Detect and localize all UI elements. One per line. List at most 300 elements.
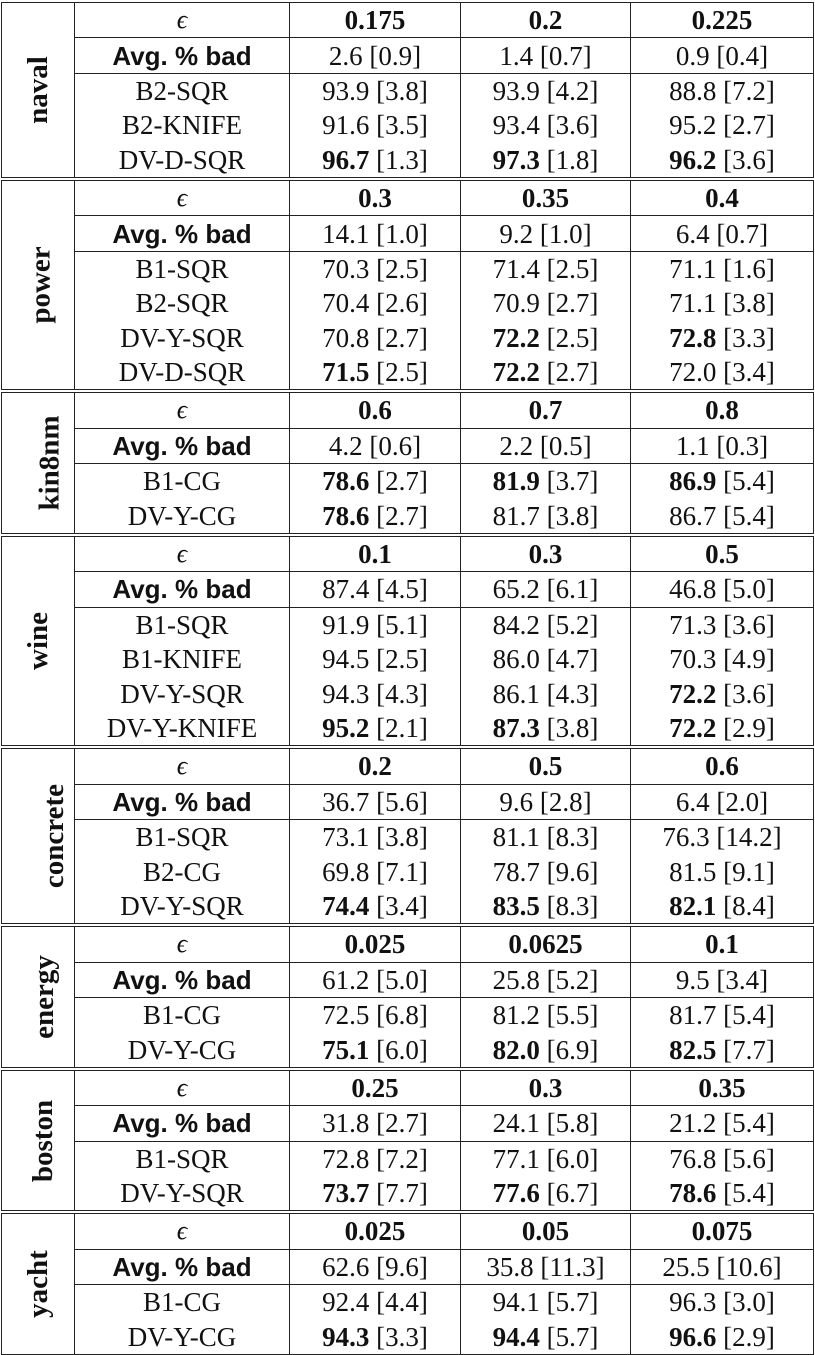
method-name: B1-SQR xyxy=(75,251,290,286)
method-row xyxy=(2,854,814,888)
coverage-value-best: 72.2 xyxy=(492,357,540,388)
coverage-std: [5.7] xyxy=(546,1287,599,1318)
coverage-value: 86.7 xyxy=(669,500,717,531)
dataset-name: wine xyxy=(22,612,54,671)
coverage-std: [2.7] xyxy=(376,500,428,531)
method-row xyxy=(2,321,814,355)
epsilon-value: 0.2 xyxy=(461,3,631,38)
epsilon-value: 0.0625 xyxy=(461,925,631,962)
coverage-std: [1.3] xyxy=(376,144,428,175)
coverage-std: [3.6] xyxy=(723,144,775,175)
coverage-std: [4.4] xyxy=(376,1287,428,1318)
epsilon-value: 0.025 xyxy=(290,925,461,962)
coverage-value-best: 78.6 xyxy=(322,500,370,531)
coverage-value: 81.7 xyxy=(492,500,540,531)
method-name: B2-SQR xyxy=(75,286,290,320)
coverage-value-best: 71.5 xyxy=(322,357,370,388)
method-name: DV-Y-SQR xyxy=(75,889,290,925)
epsilon-value: 0.075 xyxy=(631,1212,814,1249)
method-name: B1-SQR xyxy=(75,1141,290,1176)
avg-bad-value: 1.4 [0.7] xyxy=(461,38,631,73)
dataset-name: boston xyxy=(27,1099,60,1182)
coverage-cell xyxy=(290,464,461,499)
coverage-value: 81.2 xyxy=(492,1000,540,1031)
method-name: DV-Y-CG xyxy=(75,1319,290,1354)
coverage-std: [3.7] xyxy=(546,466,599,497)
coverage-cell xyxy=(631,355,814,391)
coverage-value-best: 77.6 xyxy=(492,1178,540,1209)
method-name: B1-SQR xyxy=(75,607,290,642)
avg-bad-value: 65.2 [6.1] xyxy=(461,572,631,607)
method-row xyxy=(2,355,814,391)
coverage-cell xyxy=(631,1032,814,1068)
coverage-cell xyxy=(631,251,814,286)
coverage-std: [4.3] xyxy=(546,678,599,709)
coverage-cell xyxy=(461,642,631,676)
epsilon-symbol: ϵ xyxy=(75,1069,290,1106)
epsilon-value: 0.7 xyxy=(461,391,631,428)
dataset-name: naval xyxy=(22,56,54,124)
coverage-cell xyxy=(631,819,814,854)
method-row xyxy=(2,1285,814,1320)
avg-bad-value: 9.2 [1.0] xyxy=(461,216,631,251)
coverage-value: 81.5 xyxy=(669,856,717,887)
epsilon-row xyxy=(2,1069,814,1106)
epsilon-symbol: ϵ xyxy=(75,925,290,962)
coverage-std: [1.8] xyxy=(546,144,599,175)
method-row xyxy=(2,1176,814,1212)
coverage-std: [4.2] xyxy=(546,75,599,106)
avg-bad-value: 0.9 [0.4] xyxy=(631,38,814,73)
coverage-std: [3.0] xyxy=(723,1287,775,1318)
avg-bad-value: 24.1 [5.8] xyxy=(461,1106,631,1141)
coverage-cell xyxy=(631,1176,814,1212)
coverage-value-best: 78.6 xyxy=(322,466,370,497)
coverage-value: 76.3 xyxy=(662,822,710,853)
coverage-std: [5.4] xyxy=(723,1178,775,1209)
coverage-std: [4.3] xyxy=(376,678,428,709)
dataset-label-cell xyxy=(2,747,75,925)
coverage-value-best: 96.6 xyxy=(669,1321,717,1352)
coverage-cell xyxy=(290,286,461,320)
coverage-cell xyxy=(631,498,814,534)
coverage-value-best: 94.3 xyxy=(322,1321,370,1352)
epsilon-row xyxy=(2,3,814,38)
coverage-std: [8.3] xyxy=(546,890,599,921)
avg-bad-label: Avg. % bad xyxy=(75,428,290,463)
coverage-std: [5.1] xyxy=(376,609,428,640)
avg-bad-row xyxy=(2,572,814,607)
results-table xyxy=(1,2,814,1355)
coverage-value: 91.6 xyxy=(322,110,370,141)
epsilon-value: 0.3 xyxy=(461,1069,631,1106)
coverage-cell xyxy=(631,676,814,710)
coverage-std: [1.6] xyxy=(723,253,775,284)
epsilon-symbol: ϵ xyxy=(75,391,290,428)
coverage-value: 72.5 xyxy=(322,1000,370,1031)
coverage-value: 71.1 xyxy=(669,253,717,284)
avg-bad-row xyxy=(2,962,814,997)
coverage-cell xyxy=(290,642,461,676)
coverage-std: [6.0] xyxy=(546,1143,599,1174)
epsilon-value: 0.5 xyxy=(631,535,814,572)
coverage-value-best: 72.2 xyxy=(492,322,540,353)
coverage-std: [7.2] xyxy=(723,75,775,106)
coverage-value-best: 75.1 xyxy=(322,1034,370,1065)
method-row xyxy=(2,73,814,108)
coverage-std: [2.9] xyxy=(723,1321,775,1352)
coverage-std: [4.9] xyxy=(723,644,775,675)
method-name: DV-Y-SQR xyxy=(75,676,290,710)
coverage-std: [7.1] xyxy=(376,856,428,887)
results-table-body xyxy=(2,3,814,1355)
coverage-std: [3.8] xyxy=(723,288,775,319)
avg-bad-value: 62.6 [9.6] xyxy=(290,1249,461,1284)
coverage-std: [2.9] xyxy=(723,713,775,743)
coverage-cell xyxy=(290,1319,461,1354)
coverage-cell xyxy=(631,286,814,320)
epsilon-value: 0.3 xyxy=(290,179,461,216)
coverage-cell xyxy=(631,997,814,1032)
epsilon-value: 0.4 xyxy=(631,179,814,216)
method-name: B2-SQR xyxy=(75,73,290,108)
coverage-std: [2.1] xyxy=(376,713,428,743)
dataset-label-cell xyxy=(2,3,75,179)
method-row xyxy=(2,607,814,642)
coverage-std: [5.5] xyxy=(546,1000,599,1031)
coverage-value: 69.8 xyxy=(322,856,370,887)
coverage-cell xyxy=(290,73,461,108)
epsilon-symbol: ϵ xyxy=(75,1212,290,1249)
coverage-std: [4.7] xyxy=(546,644,599,675)
avg-bad-value: 21.2 [5.4] xyxy=(631,1106,814,1141)
epsilon-value: 0.6 xyxy=(290,391,461,428)
method-name: B2-CG xyxy=(75,854,290,888)
method-row xyxy=(2,108,814,142)
coverage-std: [6.8] xyxy=(376,1000,428,1031)
coverage-value-best: 83.5 xyxy=(492,890,540,921)
avg-bad-value: 35.8 [11.3] xyxy=(461,1249,631,1284)
coverage-value: 71.4 xyxy=(492,253,540,284)
coverage-value: 81.1 xyxy=(492,822,540,853)
avg-bad-label: Avg. % bad xyxy=(75,784,290,819)
coverage-value: 81.7 xyxy=(669,1000,717,1031)
method-row xyxy=(2,1032,814,1068)
avg-bad-value: 31.8 [2.7] xyxy=(290,1106,461,1141)
method-name: B1-CG xyxy=(75,1285,290,1320)
coverage-value: 72.8 xyxy=(322,1143,370,1174)
coverage-cell xyxy=(631,464,814,499)
coverage-std: [14.2] xyxy=(716,822,782,853)
coverage-cell xyxy=(461,1032,631,1068)
epsilon-symbol: ϵ xyxy=(75,747,290,784)
avg-bad-label: Avg. % bad xyxy=(75,38,290,73)
epsilon-row xyxy=(2,179,814,216)
method-row xyxy=(2,676,814,710)
coverage-cell xyxy=(290,498,461,534)
coverage-cell xyxy=(461,854,631,888)
avg-bad-value: 61.2 [5.0] xyxy=(290,962,461,997)
coverage-value-best: 97.3 xyxy=(492,144,540,175)
avg-bad-value: 87.4 [4.5] xyxy=(290,572,461,607)
method-name: B2-KNIFE xyxy=(75,108,290,142)
coverage-std: [3.6] xyxy=(546,110,599,141)
avg-bad-value: 6.4 [0.7] xyxy=(631,216,814,251)
coverage-cell xyxy=(461,711,631,747)
method-row xyxy=(2,1141,814,1176)
dataset-name: power xyxy=(24,246,57,324)
coverage-cell xyxy=(461,1176,631,1212)
coverage-std: [8.3] xyxy=(546,822,599,853)
coverage-value: 71.3 xyxy=(669,609,717,640)
coverage-value-best: 72.8 xyxy=(669,322,717,353)
avg-bad-row xyxy=(2,38,814,73)
coverage-std: [2.6] xyxy=(376,288,428,319)
coverage-value: 72.0 xyxy=(669,357,717,388)
epsilon-value: 0.175 xyxy=(290,3,461,38)
epsilon-value: 0.025 xyxy=(290,1212,461,1249)
coverage-cell xyxy=(290,108,461,142)
epsilon-value: 0.5 xyxy=(461,747,631,784)
coverage-value-best: 94.4 xyxy=(492,1321,540,1352)
method-row xyxy=(2,642,814,676)
method-row xyxy=(2,464,814,499)
coverage-cell xyxy=(631,73,814,108)
coverage-cell xyxy=(461,676,631,710)
coverage-std: [5.7] xyxy=(546,1321,599,1352)
coverage-std: [9.6] xyxy=(546,856,599,887)
coverage-cell xyxy=(461,1141,631,1176)
coverage-cell xyxy=(461,143,631,179)
dataset-name: kin8nm xyxy=(33,415,66,511)
dataset-name: concrete xyxy=(38,784,71,889)
coverage-std: [2.5] xyxy=(376,357,428,388)
coverage-value-best: 74.4 xyxy=(322,890,370,921)
coverage-cell xyxy=(461,819,631,854)
coverage-value: 86.1 xyxy=(492,678,540,709)
coverage-std: [6.9] xyxy=(546,1034,599,1065)
coverage-value: 93.4 xyxy=(492,110,540,141)
coverage-cell xyxy=(631,143,814,179)
coverage-value: 94.3 xyxy=(322,678,370,709)
coverage-cell xyxy=(290,355,461,391)
dataset-label-cell xyxy=(2,1069,75,1213)
coverage-cell xyxy=(461,464,631,499)
epsilon-value: 0.2 xyxy=(290,747,461,784)
coverage-value: 93.9 xyxy=(322,75,370,106)
coverage-value-best: 82.0 xyxy=(492,1034,540,1065)
avg-bad-label: Avg. % bad xyxy=(75,1249,290,1284)
avg-bad-row xyxy=(2,784,814,819)
coverage-std: [3.3] xyxy=(376,1321,428,1352)
coverage-value: 94.5 xyxy=(322,644,370,675)
coverage-cell xyxy=(461,321,631,355)
method-name: DV-Y-SQR xyxy=(75,321,290,355)
epsilon-value: 0.1 xyxy=(290,535,461,572)
coverage-cell xyxy=(631,607,814,642)
coverage-cell xyxy=(461,286,631,320)
method-name: DV-Y-KNIFE xyxy=(75,711,290,747)
avg-bad-label: Avg. % bad xyxy=(75,572,290,607)
coverage-value-best: 82.5 xyxy=(669,1034,717,1065)
coverage-cell xyxy=(631,854,814,888)
coverage-value: 94.1 xyxy=(492,1287,540,1318)
coverage-std: [2.5] xyxy=(546,253,599,284)
avg-bad-label: Avg. % bad xyxy=(75,1106,290,1141)
coverage-std: [3.8] xyxy=(546,713,599,743)
avg-bad-value: 1.1 [0.3] xyxy=(631,428,814,463)
epsilon-value: 0.6 xyxy=(631,747,814,784)
avg-bad-value: 36.7 [5.6] xyxy=(290,784,461,819)
coverage-value: 96.3 xyxy=(669,1287,717,1318)
coverage-value-best: 73.7 xyxy=(322,1178,370,1209)
method-name: DV-Y-CG xyxy=(75,498,290,534)
dataset-name: yacht xyxy=(21,1250,54,1318)
method-row xyxy=(2,711,814,747)
epsilon-value: 0.35 xyxy=(631,1069,814,1106)
coverage-cell xyxy=(631,1285,814,1320)
method-name: B1-KNIFE xyxy=(75,642,290,676)
coverage-cell xyxy=(290,711,461,747)
coverage-cell xyxy=(290,1032,461,1068)
coverage-value: 70.9 xyxy=(492,288,540,319)
method-row xyxy=(2,143,814,179)
dataset-label-cell xyxy=(2,391,75,535)
coverage-std: [5.2] xyxy=(546,609,599,640)
coverage-std: [2.7] xyxy=(546,357,599,388)
coverage-value-best: 72.2 xyxy=(669,678,717,709)
coverage-std: [3.8] xyxy=(376,75,428,106)
coverage-std: [5.4] xyxy=(723,1000,775,1031)
coverage-std: [2.5] xyxy=(546,322,599,353)
coverage-value: 73.1 xyxy=(322,822,370,853)
coverage-std: [7.7] xyxy=(723,1034,775,1065)
coverage-std: [3.6] xyxy=(723,678,775,709)
method-row xyxy=(2,251,814,286)
epsilon-row xyxy=(2,391,814,428)
method-name: DV-D-SQR xyxy=(75,355,290,391)
coverage-std: [8.4] xyxy=(723,890,775,921)
coverage-std: [2.5] xyxy=(376,253,428,284)
coverage-value: 71.1 xyxy=(669,288,717,319)
coverage-cell xyxy=(290,143,461,179)
avg-bad-value: 46.8 [5.0] xyxy=(631,572,814,607)
avg-bad-value: 9.5 [3.4] xyxy=(631,962,814,997)
coverage-std: [2.7] xyxy=(546,288,599,319)
coverage-std: [6.7] xyxy=(546,1178,599,1209)
coverage-cell xyxy=(631,321,814,355)
coverage-std: [3.5] xyxy=(376,110,428,141)
coverage-value: 70.8 xyxy=(322,322,370,353)
coverage-value-best: 96.7 xyxy=(322,144,370,175)
coverage-value: 88.8 xyxy=(669,75,717,106)
avg-bad-label: Avg. % bad xyxy=(75,216,290,251)
coverage-std: [3.6] xyxy=(723,609,775,640)
coverage-cell xyxy=(290,251,461,286)
avg-bad-row xyxy=(2,428,814,463)
epsilon-value: 0.1 xyxy=(631,925,814,962)
coverage-cell xyxy=(290,676,461,710)
avg-bad-value: 2.6 [0.9] xyxy=(290,38,461,73)
coverage-cell xyxy=(461,498,631,534)
coverage-cell xyxy=(461,108,631,142)
coverage-cell xyxy=(290,1141,461,1176)
coverage-cell xyxy=(290,607,461,642)
coverage-std: [6.0] xyxy=(376,1034,428,1065)
coverage-std: [5.6] xyxy=(723,1143,775,1174)
coverage-cell xyxy=(631,1141,814,1176)
coverage-value-best: 72.2 xyxy=(669,713,717,743)
avg-bad-value: 14.1 [1.0] xyxy=(290,216,461,251)
avg-bad-value: 25.5 [10.6] xyxy=(631,1249,814,1284)
avg-bad-row xyxy=(2,1249,814,1284)
epsilon-symbol: ϵ xyxy=(75,535,290,572)
coverage-value: 86.0 xyxy=(492,644,540,675)
coverage-std: [3.4] xyxy=(723,357,775,388)
coverage-std: [3.4] xyxy=(376,890,428,921)
method-name: DV-Y-SQR xyxy=(75,1176,290,1212)
method-row xyxy=(2,1319,814,1354)
coverage-std: [2.7] xyxy=(723,110,775,141)
coverage-cell xyxy=(461,73,631,108)
epsilon-row xyxy=(2,1212,814,1249)
coverage-cell xyxy=(290,819,461,854)
coverage-cell xyxy=(631,889,814,925)
coverage-cell xyxy=(461,889,631,925)
dataset-label-cell xyxy=(2,925,75,1069)
coverage-value-best: 95.2 xyxy=(322,713,370,743)
method-name: B1-CG xyxy=(75,997,290,1032)
dataset-label-cell xyxy=(2,535,75,747)
method-name: DV-Y-CG xyxy=(75,1032,290,1068)
coverage-cell xyxy=(631,711,814,747)
coverage-value: 93.9 xyxy=(492,75,540,106)
coverage-std: [3.8] xyxy=(546,500,599,531)
coverage-value-best: 81.9 xyxy=(492,466,540,497)
coverage-std: [7.7] xyxy=(376,1178,428,1209)
epsilon-row xyxy=(2,535,814,572)
coverage-cell xyxy=(461,1319,631,1354)
epsilon-value: 0.8 xyxy=(631,391,814,428)
method-row xyxy=(2,997,814,1032)
coverage-value-best: 86.9 xyxy=(669,466,717,497)
method-name: B1-CG xyxy=(75,464,290,499)
coverage-std: [5.4] xyxy=(723,466,775,497)
epsilon-row xyxy=(2,925,814,962)
method-name: DV-D-SQR xyxy=(75,143,290,179)
avg-bad-row xyxy=(2,1106,814,1141)
coverage-cell xyxy=(631,108,814,142)
coverage-std: [2.5] xyxy=(376,644,428,675)
avg-bad-value: 6.4 [2.0] xyxy=(631,784,814,819)
coverage-std: [3.3] xyxy=(723,322,775,353)
coverage-std: [2.7] xyxy=(376,322,428,353)
avg-bad-value: 4.2 [0.6] xyxy=(290,428,461,463)
method-row xyxy=(2,498,814,534)
dataset-label-cell xyxy=(2,179,75,391)
dataset-label-cell xyxy=(2,1212,75,1354)
coverage-std: [5.4] xyxy=(723,500,775,531)
coverage-value-best: 78.6 xyxy=(669,1178,717,1209)
coverage-value: 76.8 xyxy=(669,1143,717,1174)
coverage-cell xyxy=(290,854,461,888)
coverage-cell xyxy=(461,1285,631,1320)
epsilon-value: 0.3 xyxy=(461,535,631,572)
coverage-std: [9.1] xyxy=(723,856,775,887)
coverage-cell xyxy=(290,321,461,355)
coverage-value: 70.3 xyxy=(669,644,717,675)
avg-bad-label: Avg. % bad xyxy=(75,962,290,997)
